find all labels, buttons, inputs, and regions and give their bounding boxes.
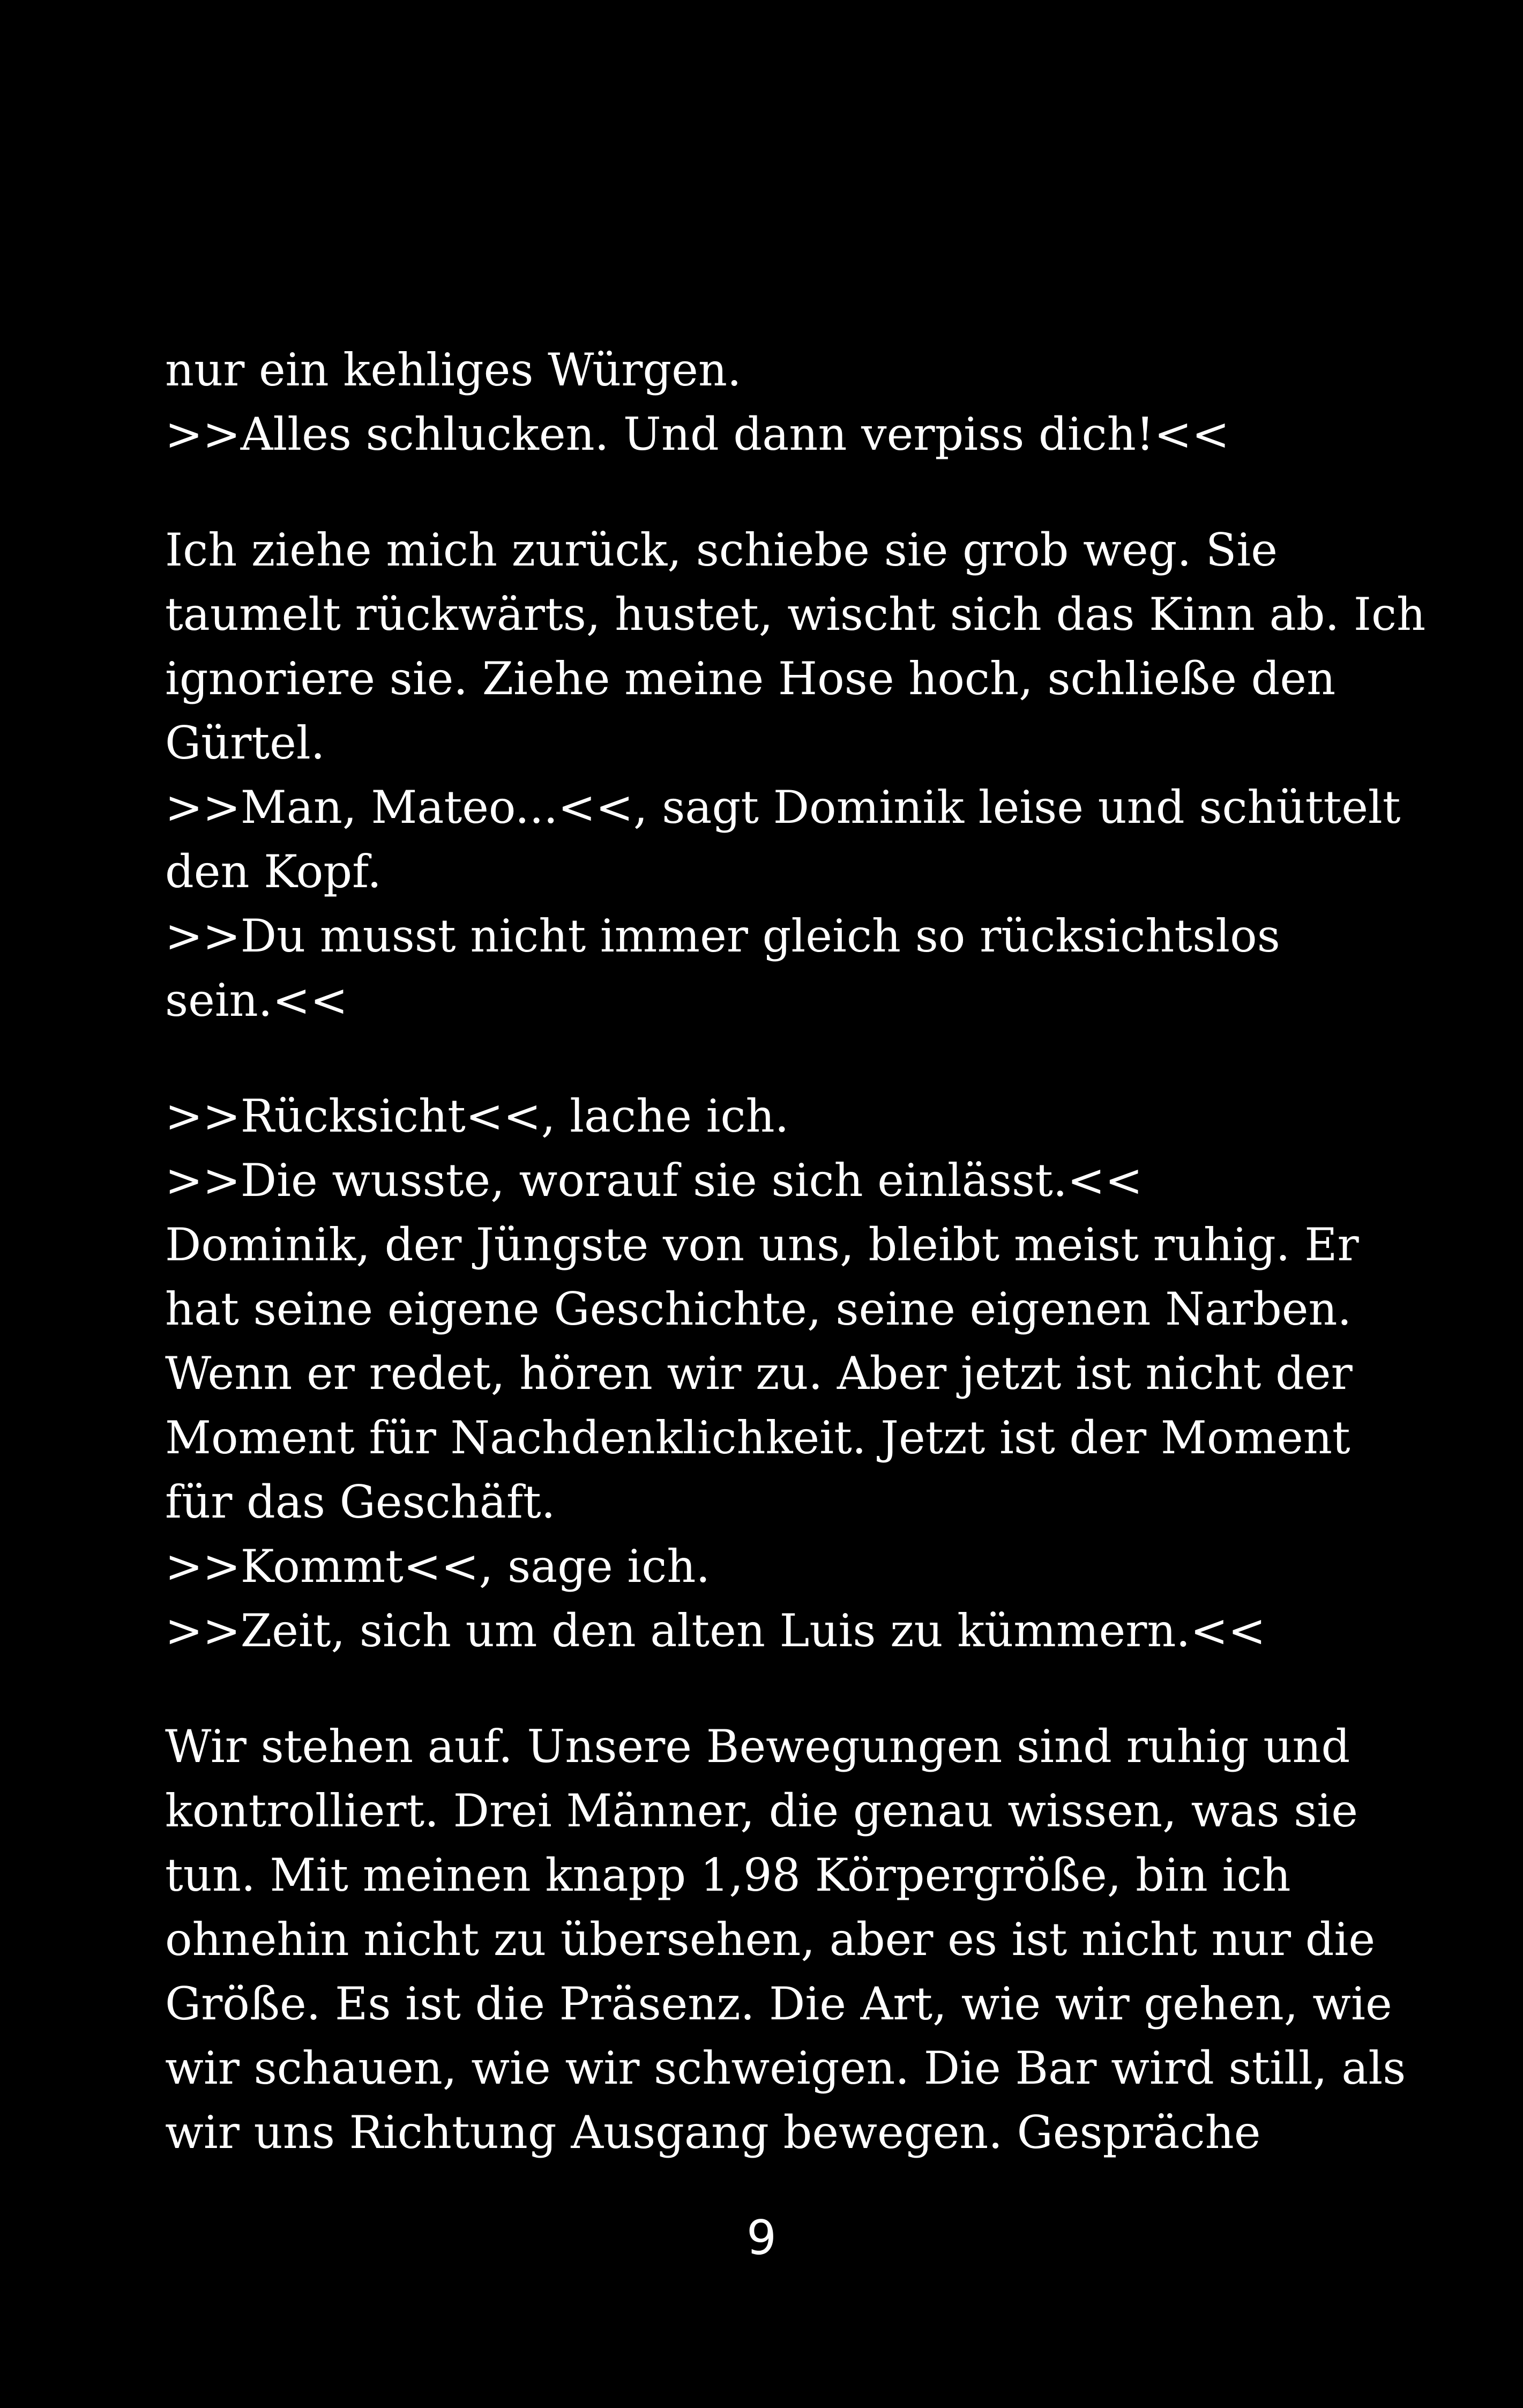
- page-number: 9: [746, 2210, 777, 2265]
- text-line: nur ein kehliges Würgen.: [165, 344, 742, 396]
- text-line: Moment für Nachdenklichkeit. Jetzt ist der Moment: [165, 1411, 1350, 1464]
- text-line: wir schauen, wie wir schweigen. Die Bar wird still, als: [165, 2042, 1406, 2094]
- text-line: >>Alles schlucken. Und dann verpiss dich!<<: [165, 408, 1230, 460]
- text-line: ohnehin nicht zu übersehen, aber es ist nicht nur die: [165, 1913, 1376, 1966]
- text-line: Größe. Es ist die Präsenz. Die Art, wie wir gehen, wie: [165, 1978, 1392, 2030]
- text-line: ignoriere sie. Ziehe meine Hose hoch, schließe den: [165, 652, 1336, 705]
- text-line: >>Rücksicht<<, lache ich.: [165, 1090, 789, 1142]
- text-line: Ich ziehe mich zurück, schiebe sie grob weg. Sie: [165, 524, 1278, 576]
- text-line: >>Man, Mateo...<<, sagt Dominik leise und schüttelt: [165, 781, 1401, 834]
- text-line: Gürtel.: [165, 717, 325, 769]
- paragraph-2: [165, 518, 1426, 1032]
- text-line: Wenn er redet, hören wir zu. Aber jetzt ist nicht der: [165, 1347, 1353, 1400]
- text-line: tun. Mit meinen knapp 1,98 Körpergröße, bin ich: [165, 1849, 1291, 1901]
- text-line: >>Die wusste, worauf sie sich einlässt.<<: [165, 1154, 1143, 1207]
- text-line: >>Du musst nicht immer gleich so rücksichtslos: [165, 910, 1280, 962]
- text-line: >>Kommt<<, sage ich.: [165, 1540, 711, 1593]
- text-line: Dominik, der Jüngste von uns, bleibt meist ruhig. Er: [165, 1218, 1359, 1271]
- paragraph-1: [165, 338, 1398, 466]
- text-line: hat seine eigene Geschichte, seine eigenen Narben.: [165, 1283, 1352, 1335]
- text-line: wir uns Richtung Ausgang bewegen. Gespräche: [165, 2106, 1261, 2159]
- text-line: sein.<<: [165, 974, 348, 1027]
- page-text: [165, 338, 1426, 2165]
- paragraph-gap: [165, 1663, 1398, 1714]
- text-line: taumelt rückwärts, hustet, wischt sich das Kinn ab. Ich: [165, 588, 1426, 641]
- paragraph-3: [165, 1084, 1398, 1663]
- text-line: den Kopf.: [165, 845, 382, 898]
- text-line: kontrolliert. Drei Männer, die genau wissen, was sie: [165, 1785, 1358, 1837]
- text-line: Wir stehen auf. Unsere Bewegungen sind ruhig und: [165, 1720, 1350, 1773]
- paragraph-gap: [165, 466, 1398, 518]
- paragraph-gap: [165, 1032, 1398, 1084]
- text-line: für das Geschäft.: [165, 1476, 556, 1528]
- paragraph-4: [165, 1714, 1406, 2165]
- text-line: >>Zeit, sich um den alten Luis zu kümmern.<<: [165, 1604, 1266, 1657]
